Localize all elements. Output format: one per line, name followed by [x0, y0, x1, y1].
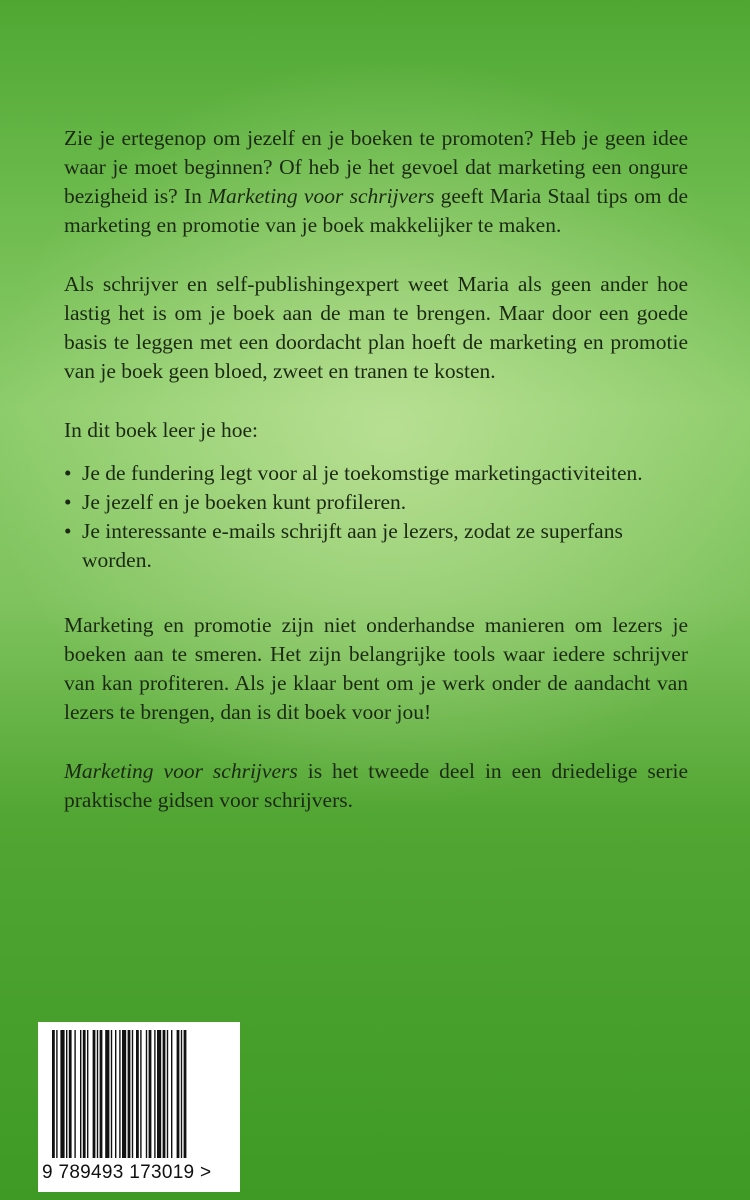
barcode-bar — [163, 1030, 166, 1158]
barcode-bar — [105, 1030, 109, 1158]
blurb-paragraph-3: Marketing en promotie zijn niet onderhandse manieren om lezers je boeken aan te smeren. Het zijn belangrijke tools waar iedere schrijver van kan profiteren. Als je klaar bent om je werk onder de aandacht van lezers te brengen, dan is dit boek voor jou! — [64, 613, 688, 724]
barcode-bar — [87, 1030, 88, 1158]
barcode-bar — [136, 1030, 139, 1158]
barcode-bar — [80, 1030, 81, 1158]
barcode-bar — [66, 1030, 67, 1158]
benefits-list — [64, 459, 688, 575]
barcode-bar — [60, 1030, 64, 1158]
blurb-paragraph-2: Als schrijver en self-publishingexpert weet Maria als geen ander hoe lastig het is om je boek aan de man te brengen. Maar door een goede basis te leggen met een doordacht plan hoeft de marketing en promotie van je boek geen bloed, zweet en tranen te kosten. — [64, 272, 688, 383]
barcode-bar — [157, 1030, 161, 1158]
barcode-bar — [181, 1030, 182, 1158]
blurb-paragraph-4 — [64, 757, 688, 815]
barcode-bar — [122, 1030, 126, 1158]
isbn-number: 9 789493 173019 > — [42, 1162, 212, 1183]
barcode-bar — [115, 1030, 116, 1158]
barcode-bar — [140, 1030, 141, 1158]
barcode-bar — [184, 1030, 187, 1158]
book-title-reference: Marketing voor schrijvers — [208, 184, 435, 208]
list-intro: In dit boek leer je hoe: — [64, 418, 259, 442]
bullet-icon: • — [64, 519, 72, 543]
list-item — [64, 517, 688, 575]
barcode-bar — [149, 1030, 152, 1158]
book-title-reference: Marketing voor schrijvers — [64, 759, 298, 783]
list-item-text: Je interessante e-mails schrijft aan je lezers, zodat ze superfans worden. — [82, 519, 623, 572]
bullet-icon: • — [64, 490, 72, 514]
barcode-bar — [132, 1030, 133, 1158]
barcode-bar — [93, 1030, 96, 1158]
barcode-bar — [177, 1030, 180, 1158]
list-item — [64, 488, 688, 517]
bullet-icon: • — [64, 461, 72, 485]
list-item-text: Je de fundering legt voor al je toekomstige marketingactiviteiten. — [82, 461, 643, 485]
barcode-bar — [74, 1030, 75, 1158]
barcode-bar — [69, 1030, 72, 1158]
barcode-bar — [83, 1030, 86, 1158]
barcode-bar — [128, 1030, 131, 1158]
blurb-paragraph-4-rest: is het tweede deel in een driedelige serie praktische gidsen voor schrijvers. — [64, 759, 688, 812]
barcode-bar — [97, 1030, 98, 1158]
barcode-bar — [100, 1030, 103, 1158]
barcode-bar — [171, 1030, 172, 1158]
list-item — [64, 459, 688, 488]
barcode-bar — [56, 1030, 57, 1158]
barcode-bar — [154, 1030, 155, 1158]
barcode-bar — [167, 1030, 168, 1158]
isbn-barcode — [38, 1022, 240, 1192]
blurb-paragraph-1-part-a: Zie je ertegenop om jezelf en je boeken te promoten? Heb je geen idee waar je moet beginnen? Of heb je het gevoel dat marketing een ongure bezigheid is? In — [64, 126, 688, 208]
barcode-bar — [146, 1030, 147, 1158]
barcode-bar — [52, 1030, 55, 1158]
barcode-bar — [111, 1030, 112, 1158]
barcode-bar — [119, 1030, 120, 1158]
blurb-paragraph-1 — [64, 124, 688, 240]
list-item-text: Je jezelf en je boeken kunt profileren. — [82, 490, 407, 514]
back-cover-text — [64, 124, 688, 845]
blurb-paragraph-1-part-b: geeft Maria Staal tips om de marketing en promotie van je boek makkelijker te maken. — [64, 184, 689, 237]
